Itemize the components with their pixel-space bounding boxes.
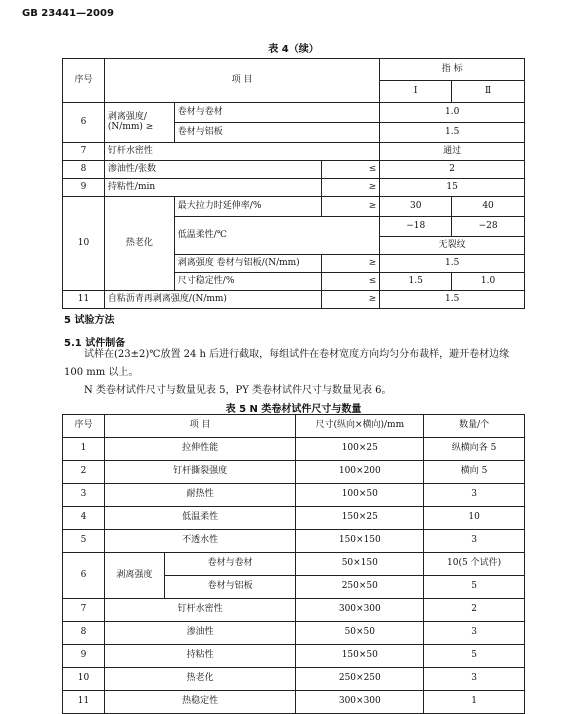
t4-row9-item: 持粘性/min	[104, 179, 322, 197]
t5-row6-label: 剥离强度	[104, 553, 164, 599]
paragraph-1-continued: 100 mm 以上。	[64, 367, 139, 378]
t5-row6-no: 6	[63, 553, 105, 599]
t5-row-item: 持粘性	[104, 645, 296, 668]
t4-header-grade-1: Ⅰ	[380, 81, 452, 103]
table-row	[63, 484, 525, 507]
table-row	[63, 691, 525, 714]
t4-row8-value: 2	[380, 161, 525, 179]
t5-row-count: 横向 5	[424, 461, 525, 484]
t4-row8-symbol: ≤	[322, 161, 380, 179]
t5-row-size: 150×50	[296, 645, 424, 668]
t4-row9-value: 15	[380, 179, 525, 197]
t5-row-size: 150×25	[296, 507, 424, 530]
table-row	[63, 645, 525, 668]
t4-row6b-value: 1.5	[380, 123, 525, 143]
t5-header-count: 数量/个	[424, 415, 525, 438]
t5-row-item: 热稳定性	[104, 691, 296, 714]
t5-row-no: 11	[63, 691, 105, 714]
t4-row10a-symbol: ≥	[322, 197, 380, 217]
t5-row-no: 8	[63, 622, 105, 645]
t4-row10a-grade-1: 30	[380, 197, 452, 217]
t5-row-item: 钉杆撕裂强度	[104, 461, 296, 484]
t4-row11-no: 11	[63, 291, 105, 309]
t5-row-size: 100×25	[296, 438, 424, 461]
t4-row6b-sub: 卷材与铝板	[174, 123, 380, 143]
t4-row11-item: 自粘沥青再剥离强度/(N/mm)	[104, 291, 322, 309]
t5-row6a-sub: 卷材与卷材	[164, 553, 296, 576]
t5-row-item: 拉伸性能	[104, 438, 296, 461]
t5-row-count: 10	[424, 507, 525, 530]
table4-caption: 表 4（续）	[268, 44, 319, 55]
t4-header-item: 项 目	[104, 59, 379, 103]
t4-row10a-sub: 最大拉力时延伸率/%	[174, 197, 322, 217]
t4-row6-no: 6	[63, 103, 105, 143]
t5-row-item: 热老化	[104, 668, 296, 691]
t4-row7-item: 钉杆水密性	[104, 143, 379, 161]
t5-row-no: 7	[63, 599, 105, 622]
t5-row-item: 耐热性	[104, 484, 296, 507]
paragraph-2: N 类卷材试件尺寸与数量见表 5，PY 类卷材试件尺寸与数量见表 6。	[84, 385, 392, 396]
t5-row-no: 3	[63, 484, 105, 507]
standard-header: GB 23441—2009	[22, 8, 114, 19]
t5-row-size: 150×150	[296, 530, 424, 553]
t5-header-no: 序号	[63, 415, 105, 438]
t5-row-count: 3	[424, 622, 525, 645]
t4-row7-value: 通过	[380, 143, 525, 161]
t4-row6a-value: 1.0	[380, 103, 525, 123]
t5-header-size: 尺寸(纵向×横向)/mm	[296, 415, 424, 438]
table-4	[62, 58, 525, 309]
t5-row6b-size: 250×50	[296, 576, 424, 599]
t4-header-grade-2: Ⅱ	[452, 81, 525, 103]
t5-row-count: 纵横向各 5	[424, 438, 525, 461]
t5-row-item: 不透水性	[104, 530, 296, 553]
t5-row6b-count: 5	[424, 576, 525, 599]
t4-row9-no: 9	[63, 179, 105, 197]
table-row	[63, 438, 525, 461]
t4-row10b-sub: 低温柔性/℃	[174, 217, 380, 255]
t5-row-size: 50×50	[296, 622, 424, 645]
t4-row7-no: 7	[63, 143, 105, 161]
t4-row6-label-line2: (N/mm) ≥	[107, 121, 154, 132]
t4-header-no: 序号	[63, 59, 105, 103]
t5-row-no: 9	[63, 645, 105, 668]
t4-row10d-grade-1: 1.5	[380, 273, 452, 291]
t5-row-item: 低温柔性	[104, 507, 296, 530]
t4-row8-item: 渗油性/张数	[104, 161, 322, 179]
t4-header-index: 指 标	[380, 59, 525, 81]
t5-header-item: 项 目	[104, 415, 296, 438]
t5-row-count: 3	[424, 484, 525, 507]
t5-row-size: 300×300	[296, 691, 424, 714]
t5-row-no: 5	[63, 530, 105, 553]
t5-row6b-sub: 卷材与铝板	[164, 576, 296, 599]
t4-row8-no: 8	[63, 161, 105, 179]
t5-row-size: 100×200	[296, 461, 424, 484]
t5-row-size: 100×50	[296, 484, 424, 507]
t5-row6a-size: 50×150	[296, 553, 424, 576]
t5-row-count: 3	[424, 668, 525, 691]
t5-row-no: 4	[63, 507, 105, 530]
t4-row10b-result: 无裂纹	[380, 237, 525, 255]
t5-row-no: 1	[63, 438, 105, 461]
section-5-1-title: 5.1 试件制备	[64, 338, 126, 349]
t5-row-count: 1	[424, 691, 525, 714]
t4-row11-symbol: ≥	[322, 291, 380, 309]
t4-row10c-sub: 剥离强度 卷材与铝板/(N/mm)	[174, 255, 322, 273]
table5-caption: 表 5 N 类卷材试件尺寸与数量	[225, 404, 362, 415]
t5-row-item: 渗油性	[104, 622, 296, 645]
t5-row-item: 钉杆水密性	[104, 599, 296, 622]
t4-row6a-sub: 卷材与卷材	[174, 103, 380, 123]
table-row	[63, 668, 525, 691]
t4-row9-symbol: ≥	[322, 179, 380, 197]
t4-row10c-value: 1.5	[380, 255, 525, 273]
t4-row10b-grade-2: −28	[452, 217, 525, 237]
table-row	[63, 507, 525, 530]
table-row	[63, 622, 525, 645]
t5-row-size: 250×250	[296, 668, 424, 691]
t4-row10d-symbol: ≤	[322, 273, 380, 291]
t4-row10c-symbol: ≥	[322, 255, 380, 273]
section-5-title: 5 试验方法	[64, 315, 115, 326]
t5-row-count: 2	[424, 599, 525, 622]
t4-row6-label	[104, 103, 174, 143]
t5-row-count: 3	[424, 530, 525, 553]
t5-row-no: 2	[63, 461, 105, 484]
table-5	[62, 414, 525, 714]
t4-row10b-grade-1: −18	[380, 217, 452, 237]
t4-row6-label-line1: 剥离强度/	[107, 111, 147, 122]
t5-row-count: 5	[424, 645, 525, 668]
t5-row6a-count: 10(5 个试件)	[424, 553, 525, 576]
t4-row10d-sub: 尺寸稳定性/%	[174, 273, 322, 291]
t4-row10a-grade-2: 40	[452, 197, 525, 217]
t5-row-no: 10	[63, 668, 105, 691]
table-row	[63, 530, 525, 553]
t4-row10-label: 热老化	[104, 197, 174, 291]
t4-row10-no: 10	[63, 197, 105, 291]
table-row	[63, 461, 525, 484]
t4-row10d-grade-2: 1.0	[452, 273, 525, 291]
t5-row-size: 300×300	[296, 599, 424, 622]
paragraph-1: 试样在(23±2)℃放置 24 h 后进行截取，每组试件在卷材宽度方向均匀分布裁样，避开卷材边缘	[84, 349, 510, 360]
table-row	[63, 599, 525, 622]
t4-row11-value: 1.5	[380, 291, 525, 309]
